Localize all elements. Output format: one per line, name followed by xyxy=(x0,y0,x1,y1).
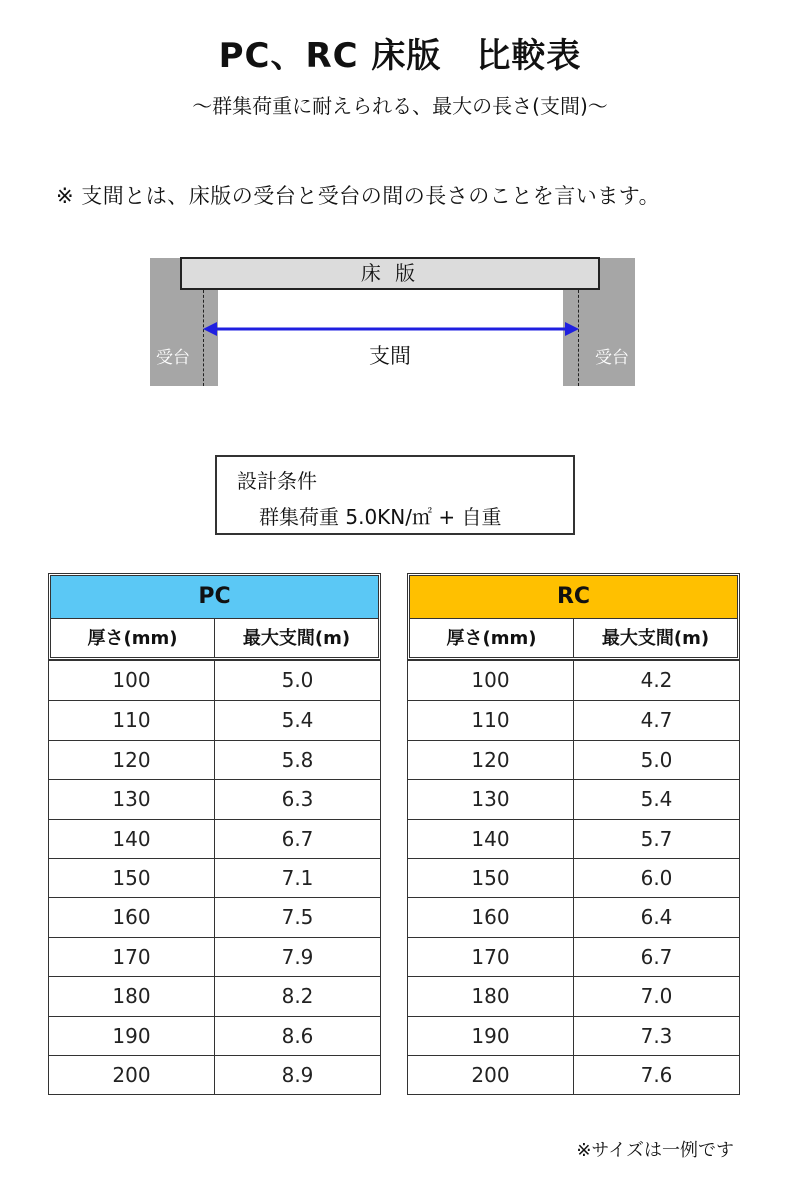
table-row xyxy=(408,700,739,739)
thickness-cell: 180 xyxy=(49,977,215,1015)
table-row xyxy=(408,858,739,897)
thickness-cell: 120 xyxy=(408,741,574,779)
thickness-cell: 170 xyxy=(49,938,215,976)
pc-table-body xyxy=(48,660,381,1095)
thickness-cell: 130 xyxy=(408,780,574,818)
pc-table-header xyxy=(48,573,381,660)
max-span-cell: 5.0 xyxy=(281,668,314,692)
thickness-cell: 190 xyxy=(408,1017,574,1055)
thickness-cell: 100 xyxy=(408,661,574,700)
max-span-cell: 7.1 xyxy=(281,865,314,890)
thickness-cell: 100 xyxy=(49,661,215,700)
max-span-cell: 8.6 xyxy=(281,1023,314,1048)
thickness-cell: 160 xyxy=(408,898,574,936)
rc-table-body xyxy=(407,660,740,1095)
thickness-cell: 120 xyxy=(49,741,215,779)
page-subtitle: ～群集荷重に耐えられる、最大の長さ(支間)～ xyxy=(192,94,608,118)
rc-table-header xyxy=(407,573,740,660)
slab: 床 版 xyxy=(180,257,600,290)
table-row xyxy=(49,937,380,976)
max-span-cell: 6.0 xyxy=(640,865,673,890)
table-row xyxy=(49,858,380,897)
thickness-cell: 160 xyxy=(49,898,215,936)
max-span-cell: 5.4 xyxy=(640,787,673,812)
design-conditions-text: 群集荷重 5.0KN/㎡ + 自重 xyxy=(259,505,502,529)
page-title: PC、RC 床版 比較表 xyxy=(218,36,582,76)
support-right-label: 受台 xyxy=(595,348,629,368)
thickness-cell: 170 xyxy=(408,938,574,976)
rc-table xyxy=(407,573,740,1095)
design-conditions-title: 設計条件 xyxy=(237,469,317,493)
thickness-cell: 110 xyxy=(408,701,574,739)
span-diagram xyxy=(0,0,800,400)
thickness-cell: 140 xyxy=(49,820,215,858)
design-conditions-box xyxy=(215,455,575,535)
table-row xyxy=(49,700,380,739)
thickness-cell: 150 xyxy=(49,859,215,897)
support-left-label: 受台 xyxy=(156,348,190,368)
max-span-cell: 8.9 xyxy=(281,1062,314,1087)
max-span-cell: 7.6 xyxy=(640,1062,673,1087)
table-row xyxy=(408,897,739,936)
table-row xyxy=(408,976,739,1015)
table-row xyxy=(408,819,739,858)
table-row xyxy=(49,661,380,700)
table-row xyxy=(408,1055,739,1094)
thickness-cell: 180 xyxy=(408,977,574,1015)
thickness-cell: 150 xyxy=(408,859,574,897)
pc-col-max-span: 最大支間(m) xyxy=(242,628,351,649)
thickness-cell: 140 xyxy=(408,820,574,858)
rc-col-thickness: 厚さ(mm) xyxy=(410,619,574,658)
thickness-cell: 110 xyxy=(49,701,215,739)
max-span-cell: 7.5 xyxy=(281,905,314,930)
max-span-cell: 6.4 xyxy=(640,905,673,930)
max-span-cell: 5.7 xyxy=(640,826,673,851)
max-span-cell: 6.7 xyxy=(640,944,673,969)
max-span-cell: 6.3 xyxy=(281,787,314,812)
max-span-cell: 4.2 xyxy=(640,668,673,692)
table-row xyxy=(49,819,380,858)
rc-table-columns xyxy=(410,619,737,658)
pc-col-thickness: 厚さ(mm) xyxy=(51,619,215,658)
pc-table-band: PC xyxy=(51,576,378,619)
rc-table-band: RC xyxy=(410,576,737,619)
table-row xyxy=(49,976,380,1015)
table-row xyxy=(408,740,739,779)
max-span-cell: 7.0 xyxy=(640,984,673,1009)
table-row xyxy=(408,1016,739,1055)
table-row xyxy=(49,1016,380,1055)
max-span-cell: 5.8 xyxy=(281,747,314,772)
thickness-cell: 200 xyxy=(408,1056,574,1094)
table-row xyxy=(49,779,380,818)
max-span-cell: 5.4 xyxy=(281,708,314,733)
footnote: ※サイズは一例です xyxy=(576,1140,734,1161)
max-span-cell: 6.7 xyxy=(281,826,314,851)
table-row xyxy=(49,897,380,936)
table-row xyxy=(408,661,739,700)
table-row xyxy=(49,740,380,779)
max-span-cell: 7.9 xyxy=(281,944,314,969)
span-arrow xyxy=(203,318,579,340)
pc-table xyxy=(48,573,381,1095)
max-span-cell: 8.2 xyxy=(281,984,314,1009)
pc-table-columns xyxy=(51,619,378,658)
table-row xyxy=(49,1055,380,1094)
thickness-cell: 190 xyxy=(49,1017,215,1055)
span-definition-note: ※ 支間とは、床版の受台と受台の間の長さのことを言います。 xyxy=(56,184,661,208)
max-span-cell: 5.0 xyxy=(640,747,673,772)
max-span-cell: 4.7 xyxy=(640,708,673,733)
thickness-cell: 130 xyxy=(49,780,215,818)
table-row xyxy=(408,937,739,976)
span-label: 支間 xyxy=(369,344,411,368)
thickness-cell: 200 xyxy=(49,1056,215,1094)
max-span-cell: 7.3 xyxy=(640,1023,673,1048)
table-row xyxy=(408,779,739,818)
rc-col-max-span: 最大支間(m) xyxy=(601,628,710,649)
